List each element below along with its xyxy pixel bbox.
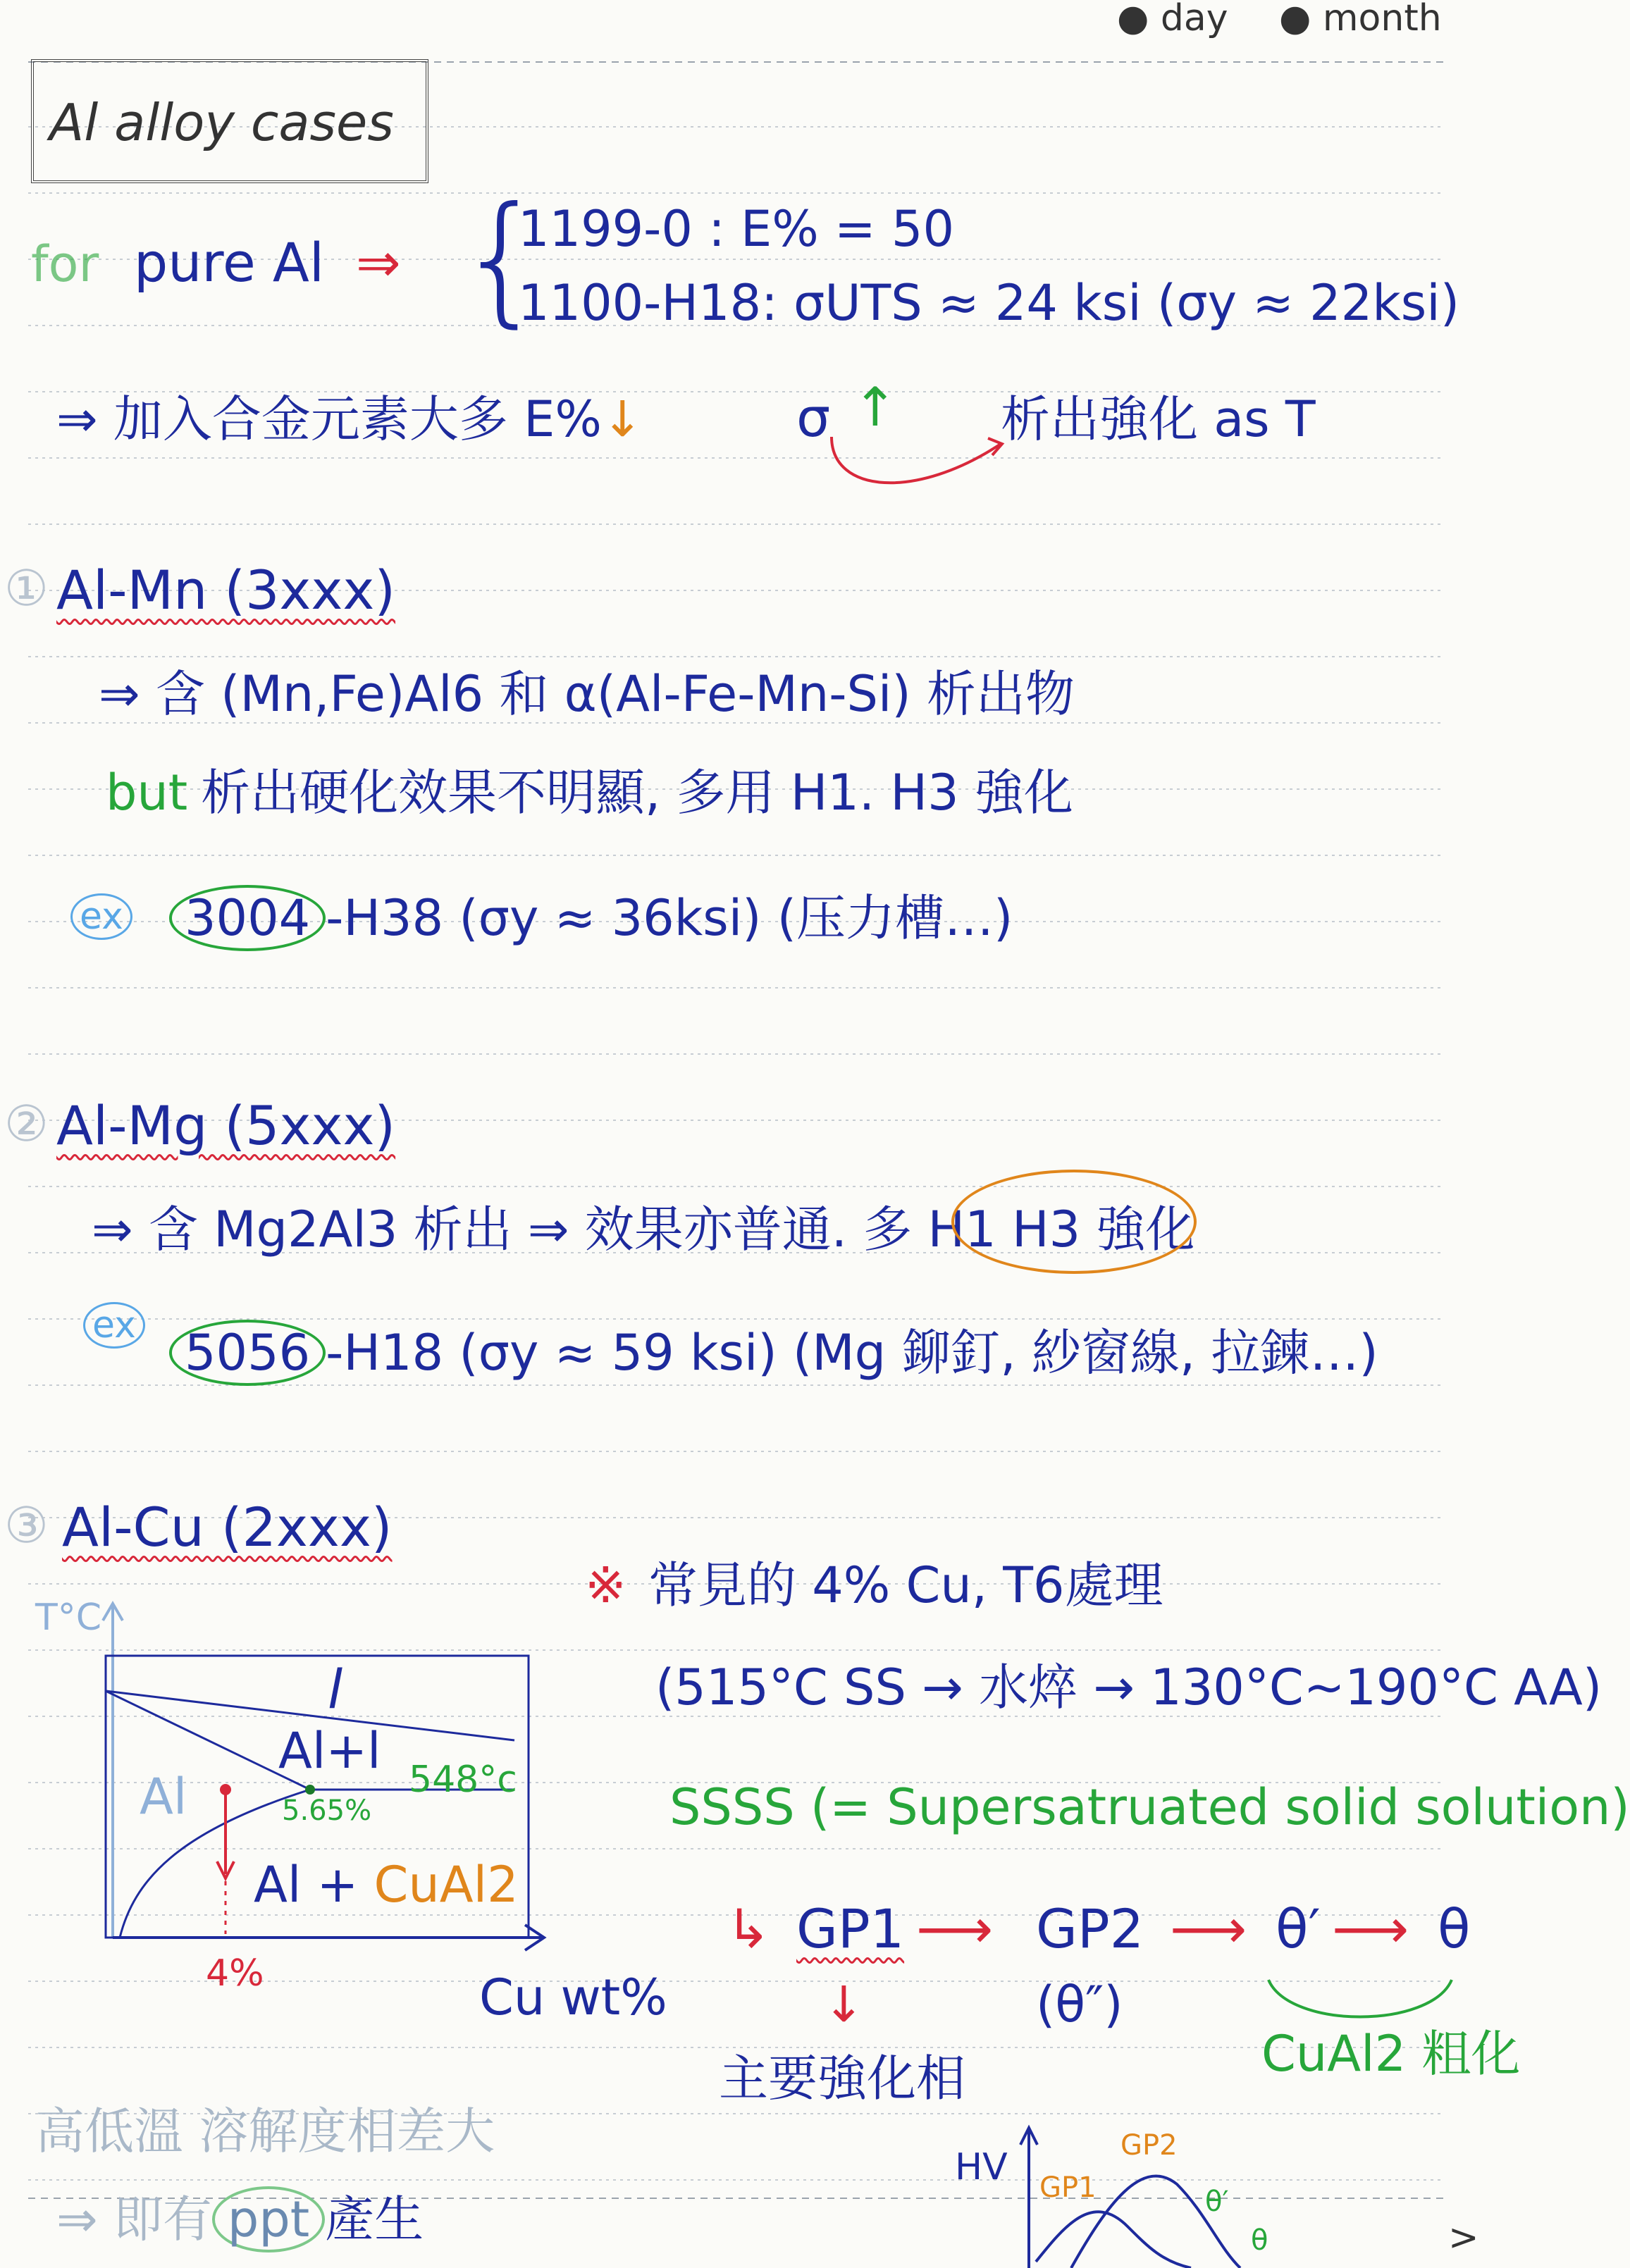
h1-h3-circle bbox=[951, 1170, 1197, 1274]
hardness-theta: θ bbox=[1251, 2224, 1268, 2257]
composition-4pct: 4% bbox=[206, 1952, 264, 1995]
hardness-theta-prime: θ′ bbox=[1205, 2186, 1229, 2218]
sequence-theta-prime: θ′ bbox=[1276, 1897, 1321, 1960]
example-2: 5056 -H18 (σy ≈ 59 ksi) (Mg 鉚釘, 紗窗線, 拉鍊…) bbox=[169, 1328, 1378, 1377]
section-2-line-1: ⇒ 含 Mg2Al3 析出 ⇒ 效果亦普通. 多 H1 H3 強化 bbox=[92, 1201, 1195, 1258]
section-2-heading: Al-Mg (5xxx) bbox=[56, 1094, 396, 1157]
section-3-heading: Al-Cu (2xxx) bbox=[62, 1496, 393, 1559]
pure-al-line-1: 1199-0 : E% = 50 bbox=[518, 200, 954, 258]
cual2-coarsening: CuAl2 粗化 bbox=[1261, 2025, 1521, 2083]
main-phase-arrow: ↓ bbox=[823, 1976, 865, 2033]
sequence-gp1: GP1 bbox=[796, 1897, 905, 1960]
page-title: Al alloy cases bbox=[49, 93, 394, 152]
al-cual2-region: Al + CuAl2 bbox=[254, 1856, 519, 1914]
but-word: but bbox=[106, 764, 188, 822]
sequence-arrow-3: ⟶ bbox=[1332, 1897, 1409, 1960]
hardness-gp1: GP1 bbox=[1039, 2171, 1097, 2204]
precipitation-note: 析出強化 as T bbox=[1001, 390, 1316, 448]
t6-process: (515°C SS → 水焠 → 130°C~190°C AA) bbox=[655, 1659, 1603, 1716]
alloy-5056: 5056 bbox=[169, 1320, 326, 1386]
hv-axis-label: HV bbox=[955, 2146, 1008, 2188]
liquid-region: l bbox=[328, 1658, 343, 1721]
solubility-limit: 5.65% bbox=[282, 1795, 372, 1827]
example-2-marker: ex bbox=[83, 1307, 145, 1344]
al-plus-liquid-region: Al+l bbox=[278, 1722, 381, 1780]
curved-arrow bbox=[825, 423, 1008, 500]
main-strengthening-phase: 主要強化相 bbox=[719, 2050, 965, 2107]
al-region: Al bbox=[140, 1768, 187, 1826]
brace: { bbox=[457, 177, 547, 341]
pure-al-label: pure Al bbox=[134, 231, 325, 294]
section-2-number: ② bbox=[4, 1095, 49, 1153]
alloying-note: ⇒ 加入合金元素大多 E%↓ bbox=[56, 390, 643, 448]
cu-wt-axis-label: Cu wt% bbox=[479, 1969, 667, 2026]
section-1-heading: Al-Mn (3xxx) bbox=[56, 559, 396, 621]
up-arrow: ↑ bbox=[853, 376, 898, 438]
sequence-gp2: GP2 bbox=[1036, 1897, 1144, 1960]
for-word: for bbox=[31, 235, 99, 293]
gp2-theta-double-prime: (θ″) bbox=[1036, 1976, 1123, 2033]
example-1: 3004 -H38 (σy ≈ 36ksi) (压力槽…) bbox=[169, 893, 1013, 943]
section-3-number: ③ bbox=[4, 1496, 49, 1554]
section-1-line-1: ⇒ 含 (Mn,Fe)Al6 和 α(Al-Fe-Mn-Si) 析出物 bbox=[99, 665, 1075, 723]
implies-arrow: ⇒ bbox=[356, 231, 401, 294]
sequence-arrow-2: ⟶ bbox=[1170, 1897, 1247, 1960]
day-label: ● day bbox=[1117, 0, 1228, 39]
temp-axis-label: T°C bbox=[35, 1597, 102, 1639]
pure-al-line-2: 1100-H18: σUTS ≈ 24 ksi (σy ≈ 22ksi) bbox=[518, 274, 1460, 332]
sequence-arrow-1: ⟶ bbox=[916, 1897, 993, 1960]
section-1-line-2: 析出硬化效果不明顯, 多用 H1. H3 強化 bbox=[201, 764, 1073, 822]
example-1-marker: ex bbox=[70, 898, 132, 935]
alloy-3004: 3004 bbox=[169, 885, 326, 951]
sigma-symbol: σ bbox=[796, 386, 831, 449]
section-1-number: ① bbox=[4, 559, 49, 617]
common-4cu-t6: 常見的 4% Cu, T6處理 bbox=[648, 1556, 1163, 1614]
solubility-note: 高低溫 溶解度相差大 bbox=[35, 2102, 495, 2160]
star-mark: ※ bbox=[585, 1556, 626, 1614]
sequence-theta: θ bbox=[1438, 1897, 1471, 1960]
coarsening-bracket bbox=[1261, 1973, 1459, 2029]
ppt-note: ⇒ 即有 ppt 產生 bbox=[56, 2195, 424, 2244]
ssss-definition: SSSS (= Supersatruated solid solution) bbox=[669, 1778, 1630, 1836]
next-page-mark: > bbox=[1448, 2217, 1479, 2259]
sequence-start-arrow: ↳ bbox=[726, 1897, 771, 1960]
hardness-gp2: GP2 bbox=[1120, 2129, 1178, 2162]
month-label: ● month bbox=[1279, 0, 1442, 39]
eutectic-temperature: 548°c bbox=[409, 1759, 517, 1801]
